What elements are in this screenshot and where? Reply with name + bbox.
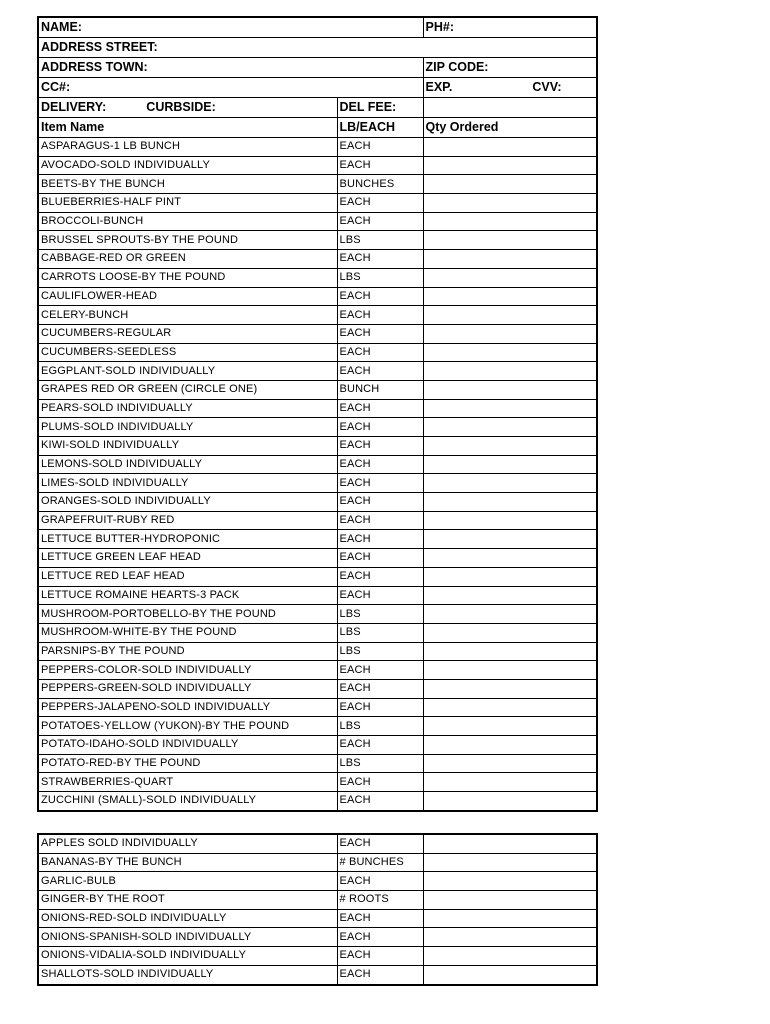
item-unit: EACH: [337, 530, 423, 549]
item-name: LETTUCE BUTTER-HYDROPONIC: [38, 530, 337, 549]
qty-ordered-cell[interactable]: [423, 909, 597, 928]
qty-ordered-cell[interactable]: [423, 623, 597, 642]
table-row: [38, 194, 597, 213]
item-name: GINGER-BY THE ROOT: [38, 891, 337, 910]
column-header-unit: LB/EACH: [337, 118, 423, 138]
item-name: CUCUMBERS-REGULAR: [38, 324, 337, 343]
address-town-label: ADDRESS TOWN:: [41, 60, 148, 75]
item-unit: EACH: [337, 362, 423, 381]
item-name: EGGPLANT-SOLD INDIVIDUALLY: [38, 362, 337, 381]
item-name: POTATOES-YELLOW (YUKON)-BY THE POUND: [38, 717, 337, 736]
name-row: [38, 17, 597, 38]
item-unit: # BUNCHES: [337, 853, 423, 872]
qty-ordered-cell[interactable]: [423, 567, 597, 586]
item-unit: EACH: [337, 909, 423, 928]
item-name: ZUCCHINI (SMALL)-SOLD INDIVIDUALLY: [38, 792, 337, 811]
qty-ordered-cell[interactable]: [423, 306, 597, 325]
address-street-row: [38, 38, 597, 58]
item-unit: EACH: [337, 834, 423, 853]
item-name: GARLIC-BULB: [38, 872, 337, 891]
item-name: LIMES-SOLD INDIVIDUALLY: [38, 474, 337, 493]
item-unit: # ROOTS: [337, 891, 423, 910]
item-name: PLUMS-SOLD INDIVIDUALLY: [38, 418, 337, 437]
item-unit: EACH: [337, 343, 423, 362]
item-unit: LBS: [337, 623, 423, 642]
qty-ordered-cell[interactable]: [423, 872, 597, 891]
qty-ordered-cell[interactable]: [423, 717, 597, 736]
table-row: [38, 549, 597, 568]
qty-ordered-cell[interactable]: [423, 138, 597, 157]
table-row: [38, 380, 597, 399]
table-row: [38, 530, 597, 549]
qty-ordered-cell[interactable]: [423, 530, 597, 549]
qty-ordered-cell[interactable]: [423, 928, 597, 947]
item-name: CELERY-BUNCH: [38, 306, 337, 325]
table-row: [38, 605, 597, 624]
table-row: [38, 324, 597, 343]
qty-ordered-cell[interactable]: [423, 212, 597, 231]
item-unit: EACH: [337, 511, 423, 530]
item-name: CUCUMBERS-SEEDLESS: [38, 343, 337, 362]
item-name: ASPARAGUS-1 LB BUNCH: [38, 138, 337, 157]
table-row: [38, 455, 597, 474]
qty-ordered-cell[interactable]: [423, 474, 597, 493]
item-name: GRAPES RED OR GREEN (CIRCLE ONE): [38, 380, 337, 399]
item-name: SHALLOTS-SOLD INDIVIDUALLY: [38, 965, 337, 984]
name-field[interactable]: [38, 17, 423, 38]
item-unit: EACH: [337, 928, 423, 947]
qty-ordered-cell[interactable]: [423, 343, 597, 362]
table-row: [38, 891, 597, 910]
phone-field[interactable]: [423, 17, 597, 38]
table-row: [38, 736, 597, 755]
item-name: PEARS-SOLD INDIVIDUALLY: [38, 399, 337, 418]
del-fee-field[interactable]: [337, 98, 423, 118]
table-row: [38, 343, 597, 362]
item-unit: EACH: [337, 418, 423, 437]
qty-ordered-cell[interactable]: [423, 324, 597, 343]
item-name: GRAPEFRUIT-RUBY RED: [38, 511, 337, 530]
qty-ordered-cell[interactable]: [423, 418, 597, 437]
column-header-item: Item Name: [38, 118, 337, 138]
qty-ordered-cell[interactable]: [423, 231, 597, 250]
qty-ordered-cell[interactable]: [423, 891, 597, 910]
address-town-field[interactable]: [38, 58, 423, 78]
item-unit: EACH: [337, 947, 423, 966]
item-name: BEETS-BY THE BUNCH: [38, 175, 337, 194]
qty-ordered-cell[interactable]: [423, 250, 597, 269]
item-unit: EACH: [337, 474, 423, 493]
table-row: [38, 586, 597, 605]
item-name: LEMONS-SOLD INDIVIDUALLY: [38, 455, 337, 474]
qty-ordered-cell[interactable]: [423, 399, 597, 418]
table-row: [38, 909, 597, 928]
qty-ordered-cell[interactable]: [423, 679, 597, 698]
table-row: [38, 773, 597, 792]
cvv-label: CVV:: [532, 80, 562, 95]
table-row: [38, 679, 597, 698]
address-street-field[interactable]: [38, 38, 597, 58]
item-name: ORANGES-SOLD INDIVIDUALLY: [38, 493, 337, 512]
qty-ordered-cell[interactable]: [423, 834, 597, 853]
table-row: [38, 792, 597, 811]
table-row: [38, 947, 597, 966]
item-name: POTATO-RED-BY THE POUND: [38, 754, 337, 773]
qty-ordered-cell[interactable]: [423, 455, 597, 474]
item-unit: EACH: [337, 306, 423, 325]
item-name: ONIONS-SPANISH-SOLD INDIVIDUALLY: [38, 928, 337, 947]
item-name: LETTUCE RED LEAF HEAD: [38, 567, 337, 586]
item-unit: LBS: [337, 642, 423, 661]
item-name: KIWI-SOLD INDIVIDUALLY: [38, 437, 337, 456]
qty-ordered-cell[interactable]: [423, 380, 597, 399]
item-unit: EACH: [337, 455, 423, 474]
zip-field[interactable]: [423, 58, 597, 78]
curbside-label: CURBSIDE:: [146, 100, 216, 115]
table-row: [38, 231, 597, 250]
table-row: [38, 717, 597, 736]
item-name: APPLES SOLD INDIVIDUALLY: [38, 834, 337, 853]
table-row: [38, 872, 597, 891]
exp-label: EXP.: [425, 80, 453, 95]
item-name: ONIONS-RED-SOLD INDIVIDUALLY: [38, 909, 337, 928]
table-row: [38, 362, 597, 381]
table-row: [38, 834, 597, 853]
table-row: [38, 661, 597, 680]
qty-ordered-cell[interactable]: [423, 965, 597, 984]
item-name: PARSNIPS-BY THE POUND: [38, 642, 337, 661]
table-row: [38, 474, 597, 493]
item-name: MUSHROOM-WHITE-BY THE POUND: [38, 623, 337, 642]
del-fee-label: DEL FEE:: [339, 100, 397, 115]
item-unit: EACH: [337, 212, 423, 231]
item-unit: LBS: [337, 754, 423, 773]
phone-label: PH#:: [425, 20, 454, 35]
item-unit: BUNCH: [337, 380, 423, 399]
delivery-field[interactable]: [38, 98, 337, 118]
qty-ordered-cell[interactable]: [423, 642, 597, 661]
item-name: POTATO-IDAHO-SOLD INDIVIDUALLY: [38, 736, 337, 755]
table-row: [38, 399, 597, 418]
item-name: CARROTS LOOSE-BY THE POUND: [38, 268, 337, 287]
item-unit: EACH: [337, 287, 423, 306]
table-row: [38, 493, 597, 512]
item-name: BRUSSEL SPROUTS-BY THE POUND: [38, 231, 337, 250]
qty-ordered-cell[interactable]: [423, 511, 597, 530]
item-unit: LBS: [337, 717, 423, 736]
table-row: [38, 268, 597, 287]
item-unit: EACH: [337, 156, 423, 175]
item-unit: LBS: [337, 231, 423, 250]
cc-label: CC#:: [41, 80, 71, 95]
item-name: AVOCADO-SOLD INDIVIDUALLY: [38, 156, 337, 175]
staples-table: [37, 833, 598, 986]
qty-ordered-cell[interactable]: [423, 773, 597, 792]
table-row: [38, 642, 597, 661]
item-unit: EACH: [337, 965, 423, 984]
table-row: [38, 212, 597, 231]
item-unit: EACH: [337, 549, 423, 568]
table-row: [38, 965, 597, 984]
table-row: [38, 287, 597, 306]
table-row: [38, 437, 597, 456]
item-name: BROCCOLI-BUNCH: [38, 212, 337, 231]
column-header-row: [38, 118, 597, 138]
item-name: BANANAS-BY THE BUNCH: [38, 853, 337, 872]
item-unit: EACH: [337, 736, 423, 755]
table-row: [38, 156, 597, 175]
qty-ordered-cell[interactable]: [423, 493, 597, 512]
item-unit: EACH: [337, 792, 423, 811]
table-row: [38, 623, 597, 642]
item-name: PEPPERS-GREEN-SOLD INDIVIDUALLY: [38, 679, 337, 698]
table-row: [38, 306, 597, 325]
qty-ordered-cell[interactable]: [423, 661, 597, 680]
item-unit: EACH: [337, 493, 423, 512]
item-unit: LBS: [337, 268, 423, 287]
item-name: MUSHROOM-PORTOBELLO-BY THE POUND: [38, 605, 337, 624]
item-unit: EACH: [337, 567, 423, 586]
delivery-label: DELIVERY:: [41, 100, 107, 115]
table-row: [38, 511, 597, 530]
item-unit: EACH: [337, 679, 423, 698]
item-unit: EACH: [337, 324, 423, 343]
table-row: [38, 754, 597, 773]
qty-ordered-cell[interactable]: [423, 156, 597, 175]
qty-ordered-cell[interactable]: [423, 362, 597, 381]
item-unit: EACH: [337, 586, 423, 605]
qty-ordered-cell[interactable]: [423, 605, 597, 624]
del-fee-value[interactable]: [423, 98, 597, 118]
qty-ordered-cell[interactable]: [423, 947, 597, 966]
item-unit: EACH: [337, 399, 423, 418]
qty-ordered-cell[interactable]: [423, 586, 597, 605]
address-street-label: ADDRESS STREET:: [41, 40, 158, 55]
table-row: [38, 928, 597, 947]
item-name: CABBAGE-RED OR GREEN: [38, 250, 337, 269]
table-row: [38, 853, 597, 872]
item-unit: EACH: [337, 661, 423, 680]
exp-cvv-field[interactable]: [423, 78, 597, 98]
item-unit: EACH: [337, 138, 423, 157]
item-unit: LBS: [337, 605, 423, 624]
qty-ordered-cell[interactable]: [423, 287, 597, 306]
item-name: LETTUCE ROMAINE HEARTS-3 PACK: [38, 586, 337, 605]
qty-ordered-cell[interactable]: [423, 268, 597, 287]
item-unit: EACH: [337, 773, 423, 792]
item-name: PEPPERS-JALAPENO-SOLD INDIVIDUALLY: [38, 698, 337, 717]
item-unit: EACH: [337, 698, 423, 717]
table-row: [38, 567, 597, 586]
table-row: [38, 250, 597, 269]
item-name: PEPPERS-COLOR-SOLD INDIVIDUALLY: [38, 661, 337, 680]
qty-ordered-cell[interactable]: [423, 792, 597, 811]
qty-ordered-cell[interactable]: [423, 754, 597, 773]
cc-field[interactable]: [38, 78, 423, 98]
item-name: ONIONS-VIDALIA-SOLD INDIVIDUALLY: [38, 947, 337, 966]
address-town-row: [38, 58, 597, 78]
zip-label: ZIP CODE:: [425, 60, 489, 75]
item-unit: EACH: [337, 872, 423, 891]
name-label: NAME:: [41, 20, 82, 35]
table-row: [38, 418, 597, 437]
item-unit: BUNCHES: [337, 175, 423, 194]
item-name: STRAWBERRIES-QUART: [38, 773, 337, 792]
qty-ordered-cell[interactable]: [423, 853, 597, 872]
qty-ordered-cell[interactable]: [423, 437, 597, 456]
cc-row: [38, 78, 597, 98]
order-form: [37, 16, 596, 812]
qty-ordered-cell[interactable]: [423, 549, 597, 568]
qty-ordered-cell[interactable]: [423, 736, 597, 755]
qty-ordered-cell[interactable]: [423, 175, 597, 194]
table-row: [38, 138, 597, 157]
delivery-row: [38, 98, 597, 118]
order-table: [37, 16, 598, 812]
qty-ordered-cell[interactable]: [423, 698, 597, 717]
table-row: [38, 698, 597, 717]
table-row: [38, 175, 597, 194]
item-unit: EACH: [337, 194, 423, 213]
staples-form: [37, 833, 596, 986]
item-name: CAULIFLOWER-HEAD: [38, 287, 337, 306]
item-name: LETTUCE GREEN LEAF HEAD: [38, 549, 337, 568]
item-unit: EACH: [337, 250, 423, 269]
item-name: BLUEBERRIES-HALF PINT: [38, 194, 337, 213]
column-header-qty: Qty Ordered: [423, 118, 597, 138]
item-unit: EACH: [337, 437, 423, 456]
qty-ordered-cell[interactable]: [423, 194, 597, 213]
